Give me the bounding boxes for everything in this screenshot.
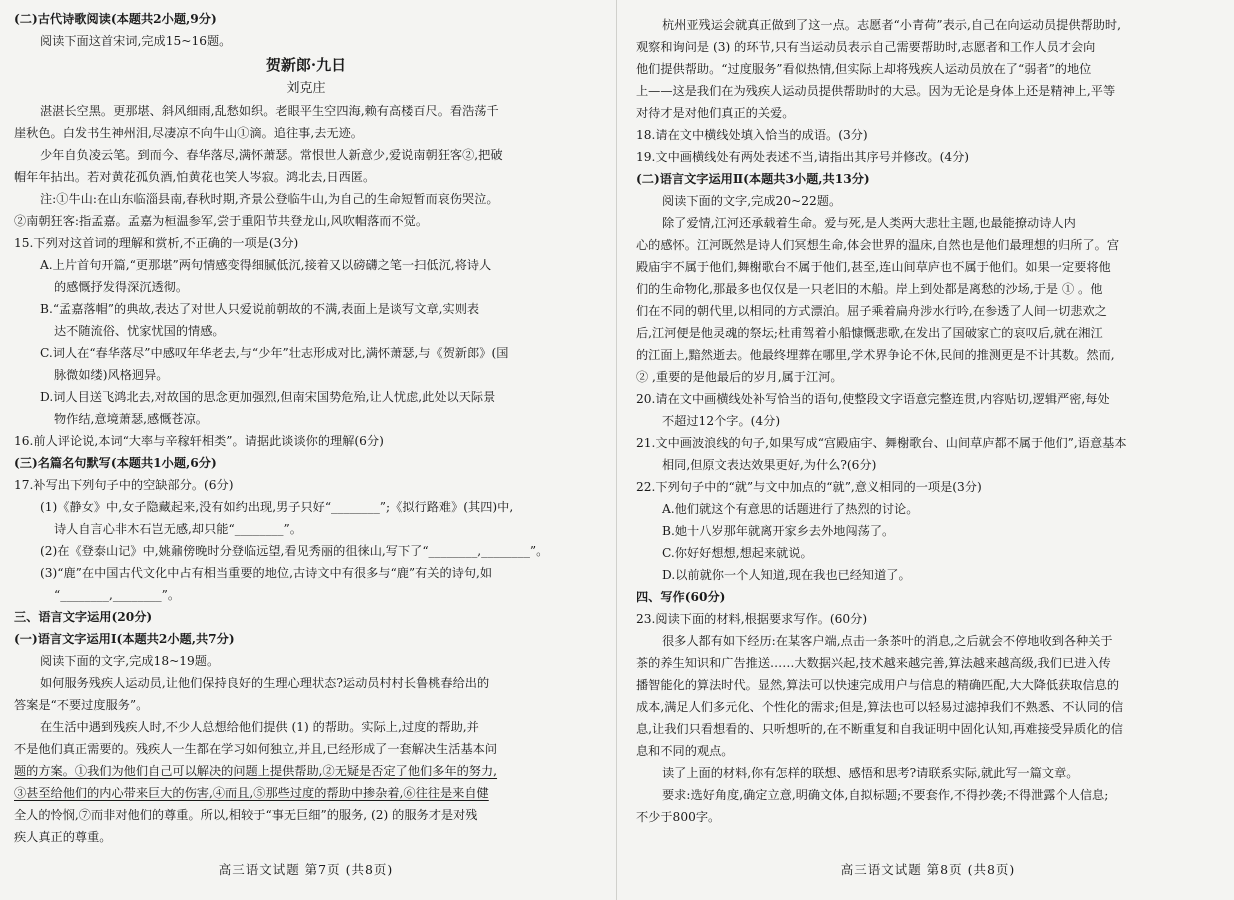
text-line: 15.下列对这首词的理解和赏析,不正确的一项是(3分)	[14, 236, 299, 250]
text-line: 上——这是我们在为残疾人运动员提供帮助时的大忌。因为无论是身体上还是精神上,平等	[636, 84, 1116, 98]
text-line: 对待才是对他们真正的关爱。	[636, 106, 795, 120]
text-line: 阅读下面的文字,完成20~22题。	[662, 194, 842, 208]
text-line: 19.文中画横线处有两处表述不当,请指出其序号并修改。(4分)	[636, 150, 970, 164]
text-line: 不是他们真正需要的。残疾人一生都在学习如何独立,并且,已经形成了一套解决生活基本问	[14, 742, 498, 756]
text-line: B.她十八岁那年就离开家乡去外地闯荡了。	[662, 524, 895, 538]
text-line: 阅读下面的文字,完成18~19题。	[40, 654, 220, 668]
text-line: 息和不同的观点。	[636, 744, 734, 758]
page-7-body	[14, 8, 598, 848]
page-7-footer: 高三语文试题 第7页 (共8页)	[218, 862, 394, 877]
text-line: (二)古代诗歌阅读(本题共2小题,9分)	[14, 12, 217, 26]
text-line: 题的方案。①我们为他们自己可以解决的问题上提供帮助,②无疑是否定了他们多年的努力,	[14, 764, 498, 778]
text-line: 如何服务残疾人运动员,让他们保持良好的生理心理状态?运动员村村长鲁桃春给出的	[40, 676, 490, 690]
text-line: 的江面上,黯然逝去。他最终埋葬在哪里,学术界争论不休,民间的推测更是不计其数。然而,	[636, 348, 1115, 362]
text-line: 三、语言文字运用(20分)	[14, 610, 153, 624]
text-line: D.以前就你一个人知道,现在我也已经知道了。	[662, 568, 911, 582]
text-line: 读了上面的材料,你有怎样的联想、感悟和思考?请联系实际,就此写一篇文章。	[662, 766, 1079, 780]
text-line: 17.补写出下列句子中的空缺部分。(6分)	[14, 478, 234, 492]
exam-page-8	[622, 0, 1234, 900]
text-line: 们的生命物化,那最多也仅仅是一只老旧的木船。岸上到处都是离愁的沙场,于是 ① 。他	[636, 282, 1103, 296]
page-8-body	[636, 14, 1220, 828]
text-line: “________,________”。	[54, 588, 181, 602]
text-line: 播智能化的算法时代。显然,算法可以快速完成用户与信息的精确匹配,大大降低获取信息的	[636, 678, 1120, 692]
text-line: 全人的怜悯,⑦而非对他们的尊重。所以,相较于“事无巨细”的服务, (2) 的服务才是对残	[14, 808, 478, 822]
text-line: 阅读下面这首宋词,完成15~16题。	[40, 34, 232, 48]
text-line: (1)《静女》中,女子隐藏起来,没有如约出现,男子只好“________”;《拟行路难》(其四)中,	[40, 500, 514, 514]
text-line: 不超过12个字。(4分)	[662, 414, 781, 428]
text-line: 20.请在文中画横线处补写恰当的语句,使整段文字语意完整连贯,内容贴切,逻辑严密,每处	[636, 392, 1110, 406]
text-line: 相同,但原文表达效果更好,为什么?(6分)	[662, 458, 877, 472]
text-line: 21.文中画波浪线的句子,如果写成“宫殿庙宇、舞榭歌台、山间草庐都不属于他们”,语意基本	[636, 436, 1127, 450]
text-line: 息,让我们只看想看的、只听想听的,在不断重复和自我证明中固化认知,再难接受异质化的信	[636, 722, 1123, 736]
text-line: ② ,重要的是他最后的岁月,属于江河。	[636, 370, 843, 384]
page-8-footer: 高三语文试题 第8页 (共8页)	[840, 862, 1016, 877]
text-line: 们在不同的朝代里,以相同的方式漂泊。屈子乘着扁舟涉水行吟,在参透了人间一切悲欢之	[636, 304, 1107, 318]
text-line: ③甚至给他们的内心带来巨大的伤害,④而且,⑤那些过度的帮助中掺杂着,⑥往往是来自健	[14, 786, 489, 800]
text-line: 观察和询问是 (3) 的环节,只有当运动员表示自己需要帮助时,志愿者和工作人员才会向	[636, 40, 1096, 54]
text-line: (三)名篇名句默写(本题共1小题,6分)	[14, 456, 217, 470]
text-line: (3)“鹿”在中国古代文化中占有相当重要的地位,古诗文中有很多与“鹿”有关的诗句,如	[40, 566, 493, 580]
text-line: 很多人都有如下经历:在某客户端,点击一条茶叶的消息,之后就会不停地收到各种关于	[662, 634, 1113, 648]
text-line: 除了爱情,江河还承载着生命。爱与死,是人类两大悲壮主题,也最能撩动诗人内	[662, 216, 1076, 230]
text-line: 杭州亚残运会就真正做到了这一点。志愿者“小青荷”表示,自己在向运动员提供帮助时,	[662, 18, 1121, 32]
page-divider	[616, 0, 617, 900]
text-line: 帽年年拈出。若对黄花孤负酒,怕黄花也笑人岑寂。鸿北去,日西匿。	[14, 170, 376, 184]
text-line: 达不随流俗、忧家忧国的情感。	[54, 324, 225, 338]
text-line: 崖秋色。白发书生神州泪,尽凄凉不向牛山①滴。追往事,去无迹。	[14, 126, 363, 140]
text-line: 贺新郎·九日	[265, 56, 347, 74]
text-line: A.上片首句开篇,“更那堪”两句情感变得细腻低沉,接着又以磅礴之笔一扫低沉,将诗人	[40, 258, 492, 272]
text-line: 成本,满足人们多元化、个性化的需求;但是,算法也可以轻易过滤掉我们不熟悉、不认同的信	[636, 700, 1124, 714]
text-line: A.他们就这个有意思的话题进行了热烈的讨论。	[662, 502, 919, 516]
text-line: 16.前人评论说,本词“大率与辛稼轩相类”。请据此谈谈你的理解(6分)	[14, 434, 384, 448]
text-line: C.词人在“春华落尽”中感叹年华老去,与“少年”壮志形成对比,满怀萧瑟,与《贺新郎》(国	[40, 346, 509, 360]
text-line: 脉微如缕)风格迥异。	[54, 368, 169, 382]
text-line: C.你好好想想,想起来就说。	[662, 546, 813, 560]
text-line: 刘克庄	[286, 81, 326, 96]
text-line: 注:①牛山:在山东临淄县南,春秋时期,齐景公登临牛山,为自己的生命短暂而哀伤哭泣。	[40, 192, 499, 206]
text-line: 23.阅读下面的材料,根据要求写作。(60分)	[636, 612, 868, 626]
text-line: 在生活中遇到残疾人时,不少人总想给他们提供 (1) 的帮助。实际上,过度的帮助,并	[40, 720, 479, 734]
text-line: 的感慨抒发得深沉透彻。	[54, 280, 189, 294]
text-line: (一)语言文字运用Ⅰ(本题共2小题,共7分)	[14, 632, 235, 646]
text-line: 四、写作(60分)	[636, 590, 726, 604]
text-line: ②南朝狂客:指孟嘉。孟嘉为桓温参军,尝于重阳节共登龙山,风吹帽落而不觉。	[14, 214, 429, 228]
text-line: 诗人自言心非木石岂无感,却只能“________”。	[54, 522, 302, 536]
text-line: 要求:选好角度,确定立意,明确文体,自拟标题;不要套作,不得抄袭;不得泄露个人信息;	[662, 788, 1109, 802]
text-line: D.词人目送飞鸿北去,对故国的思念更加强烈,但南宋国势危殆,让人忧虑,此处以天际景	[40, 390, 496, 404]
text-line: (二)语言文字运用Ⅱ(本题共3小题,共13分)	[636, 172, 870, 186]
text-line: 茶的养生知识和广告推送……大数据兴起,技术越来越完善,算法越来越高级,我们已进入传	[636, 656, 1111, 670]
text-line: 少年自负凌云笔。到而今、春华落尽,满怀萧瑟。常恨世人新意少,爱说南朝狂客②,把破	[40, 148, 503, 162]
text-line: 后,江河便是他灵魂的祭坛;杜甫驾着小船慷慨悲歌,在发出了国破家亡的哀叹后,就在湘江	[636, 326, 1103, 340]
text-line: 湛湛长空黑。更那堪、斜风细雨,乱愁如织。老眼平生空四海,赖有高楼百尺。看浩荡千	[40, 104, 499, 118]
text-line: B.“孟嘉落帽”的典故,表达了对世人只爱说前朝故的不满,表面上是谈写文章,实则表	[40, 302, 480, 316]
text-line: (2)在《登泰山记》中,姚鼐傍晚时分登临远望,看见秀丽的徂徕山,写下了“________,________”。	[40, 544, 549, 558]
text-line: 22.下列句子中的“就”与文中加点的“就”,意义相同的一项是(3分)	[636, 480, 982, 494]
text-line: 殿庙宇不属于他们,舞榭歌台不属于他们,甚至,连山间草庐也不属于他们。如果一定要将他	[636, 260, 1111, 274]
text-line: 物作结,意境萧瑟,感慨苍凉。	[54, 412, 208, 426]
text-line: 他们提供帮助。“过度服务”看似热情,但实际上却将残疾人运动员放在了“弱者”的地位	[636, 62, 1092, 76]
text-line: 答案是“不要过度服务”。	[14, 698, 149, 712]
text-line: 不少于800字。	[636, 810, 721, 824]
text-line: 疾人真正的尊重。	[14, 830, 112, 844]
exam-page-7	[0, 0, 612, 900]
text-line: 心的感怀。江河既然是诗人们冥想生命,体会世界的温床,自然也是他们最理想的归所了。宫	[636, 238, 1120, 252]
text-line: 18.请在文中横线处填入恰当的成语。(3分)	[636, 128, 868, 142]
